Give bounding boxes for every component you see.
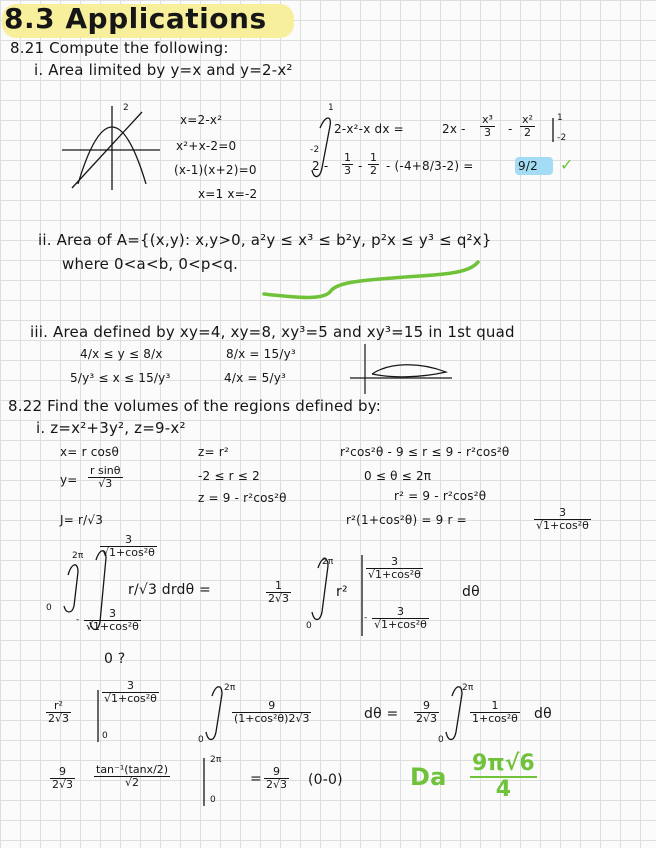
row3-integrand-num: 9 [232,700,311,713]
int2-eval-lower-den: √1+cos²θ [374,618,427,632]
col3-line-3: r² = 9 - r²cos²θ [394,489,487,503]
integral-lower: -2 [310,145,320,155]
row3-int2-integrand [470,700,520,725]
row3-int2-num: 1 [470,700,520,713]
graph-line [72,112,142,188]
frac-d-den: 2 [370,164,377,178]
row4-coeff [264,766,289,791]
antiderivative-frac-a [480,114,495,139]
area-result: 9/2 [518,159,538,173]
eval-upper: 1 [557,113,563,123]
row3-int2-den: 1+cos²θ [472,712,518,726]
row4-frac-den: 2√3 [52,778,74,792]
frac-b-num: x² [522,113,533,126]
part-i-label: i. Area limited by y=x and y=2-x² [34,61,293,79]
int2-lower: 0 [306,621,312,631]
col3-line-2: 0 ≤ θ ≤ 2π [364,469,432,483]
frac-c-num: 1 [344,151,351,164]
graph-parabola [78,127,146,184]
col1-line-2: y= [60,473,78,487]
row3-int-lower: 0 [198,735,204,745]
frac-c-den: 3 [344,164,351,178]
row4-eq: = [250,771,262,787]
work-line-2: x²+x-2=0 [176,139,237,153]
col2-line-2: -2 ≤ r ≤ 2 [198,469,260,483]
row3-eval-upper [102,680,159,705]
eval-tail: - (-4+8/3-2) = [386,159,474,173]
answer-label: Da [410,763,447,791]
row3-integrand-den: (1+cos²θ)2√3 [234,712,310,726]
row3-int2-upper: 2π [462,683,474,693]
int2-lower-sign: - [364,613,368,623]
int1-integrand: r/√3 drdθ = [128,582,211,598]
integral-upper: 1 [328,103,334,113]
col1-line-1: x= r cosθ [60,445,120,459]
int2-coeff [266,580,291,605]
frac-b-den: 2 [523,126,531,140]
sketch-region [372,365,446,377]
eval-lower: -2 [557,133,567,143]
work-line-3: (x-1)(x+2)=0 [174,163,257,177]
r-frac-num: 3 [534,507,591,520]
integrand: 2-x²-x dx = [334,122,404,136]
row4-tail: (0-0) [308,772,343,788]
page-title: 8.3 Applications [4,2,267,35]
int2-eval-upper-num: 3 [366,556,423,569]
int2-coeff-num: 1 [266,580,291,593]
int2-upper: 2π [322,557,334,567]
row3-coeff [414,700,439,725]
int2-coeff-den: 2√3 [268,592,290,606]
row3-frac-den: 2√3 [48,712,70,726]
row3-coeff-den: 2√3 [416,712,438,726]
answer-value-num: 9π√6 [470,752,537,778]
y-frac-num: r sinθ [90,464,121,477]
int1-lower-theta: 0 [46,603,52,613]
check-icon: ✓ [560,155,574,174]
col1-line-3: J= r/√3 [60,513,104,527]
frac-d-num: 1 [370,151,377,164]
answer-value [470,752,537,802]
row3-integrand [232,700,311,725]
problem-8-21-heading: 8.21 Compute the following: [10,39,229,57]
row3-frac [46,700,71,725]
antiderivative-frac-b [520,114,535,139]
y-substitution-frac [88,465,123,490]
int1-lower-den: √1+cos²θ [86,620,139,634]
row3-eval-lower: 0 [102,731,108,741]
int2-eval-upper-den: √1+cos²θ [368,568,421,582]
row3-eval-upper-num: 3 [102,680,159,693]
int1-lower-sign: - [76,615,80,625]
int1-lower-r [84,608,141,633]
frac-a-den: 3 [483,126,491,140]
outer-integral-sign [64,565,78,612]
int1-lower-num: 3 [84,608,141,621]
int1-upper-r [100,534,157,559]
work-line-1: x=2-x² [180,113,223,127]
integral-sign-4 [446,687,462,740]
int2-eval-upper [366,556,423,581]
row3-eval-upper-den: √1+cos²θ [104,692,157,706]
int2-eval-lower [372,606,429,631]
row3-frac-num: r² [46,700,71,713]
int1-upper-den: √1+cos²θ [102,546,155,560]
r-frac-den: √1+cos²θ [536,519,589,533]
r-bound-frac [534,507,591,532]
col2-line-1: z= r² [198,445,229,459]
graph-sketch [62,103,160,190]
int1-upper-theta: 2π [72,551,84,561]
antiderivative-minus: - [508,122,513,136]
graph-tick-label: 2 [123,103,129,113]
region-sketch [350,344,452,394]
row4-frac-num: 9 [50,766,75,779]
part-iii-work-a2: 5/y³ ≤ x ≤ 15/y³ [70,371,171,385]
row4-coeff-den: 2√3 [266,778,288,792]
part-iii-line-1: iii. Area defined by xy=4, xy=8, xy³=5 and xy³=15 in 1st quad [30,323,515,341]
row4-tan-den: √2 [125,776,140,790]
int2-eval-lower-num: 3 [372,606,429,619]
col3-line-4: r²(1+cos²θ) = 9 r = [346,513,467,527]
part-iii-work-a1: 4/x ≤ y ≤ 8/x [80,347,163,361]
eval-minus: - [358,159,363,173]
work-line-4: x=1 x=-2 [198,187,258,201]
int2-dtheta: dθ [462,584,480,600]
int2-r2: r² [336,584,348,600]
antiderivative-lead: 2x - [442,122,466,136]
part-ii-line-2: where 0<a<b, 0<p<q. [62,255,239,273]
row3-int-upper: 2π [224,683,236,693]
frac-a-num: x³ [482,113,493,126]
part-ii-line-1: ii. Area of A={(x,y): x,y>0, a²y ≤ x³ ≤ b²y, p²x ≤ y³ ≤ q²x} [38,231,492,249]
green-underline [264,262,478,298]
row4-upper: 2π [210,755,222,765]
answer-value-den: 4 [495,777,511,803]
row4-coeff-num: 9 [264,766,289,779]
eval-lead: 2 - [312,159,329,173]
int1-question: 0 ? [104,651,126,667]
y-frac-den: √3 [98,477,113,491]
row4-tan [94,764,170,789]
integral-sign-3 [206,687,222,740]
row3-tail: dθ [534,706,552,722]
eval-frac-d [368,152,379,177]
part-iii-work-b2: 4/x = 5/y³ [224,371,287,385]
part-iii-work-b1: 8/x = 15/y³ [226,347,296,361]
problem-8-22-part-i-label: i. z=x²+3y², z=9-x² [36,419,186,437]
col2-line-3: z = 9 - r²cos²θ [198,491,287,505]
eval-frac-c [342,152,353,177]
row3-coeff-num: 9 [414,700,439,713]
row3-mid: dθ = [364,706,399,722]
row3-int2-lower: 0 [438,735,444,745]
col3-line-1: r²cos²θ - 9 ≤ r ≤ 9 - r²cos²θ [340,445,510,459]
int1-upper-num: 3 [100,534,157,547]
problem-8-22-heading: 8.22 Find the volumes of the regions defined by: [8,397,382,415]
row4-frac [50,766,75,791]
row4-tan-num: tan⁻¹(tanx/2) [96,763,169,776]
row4-lower: 0 [210,795,216,805]
